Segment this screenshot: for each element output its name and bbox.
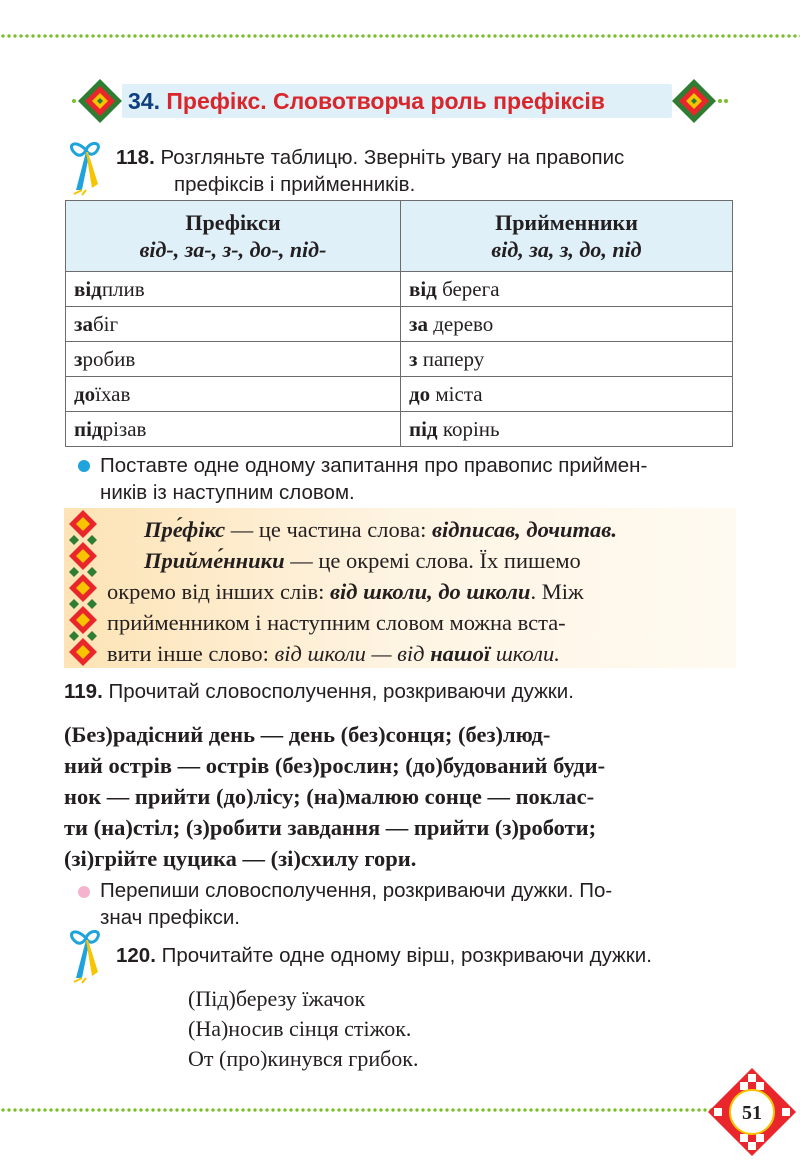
preposition-cell (401, 377, 733, 412)
poem-line: (На)носив сінця стіжок. (188, 1016, 412, 1041)
preposition-cell (401, 272, 733, 307)
pink-bullet-icon (78, 886, 90, 898)
prefix: до (74, 381, 96, 406)
table-row (66, 307, 733, 342)
col-subtitle: від-, за-, з-, до-, під- (139, 237, 327, 262)
rule-text: — це частина слова: (225, 517, 432, 542)
table-row (66, 342, 733, 377)
table-header-prepositions (401, 201, 733, 272)
bottom-ornament-border (0, 1106, 712, 1114)
exercise-number: 119. (64, 680, 103, 703)
rule-line-5 (107, 638, 560, 669)
exercise-120-heading (116, 942, 652, 969)
embroidery-ornament-icon (70, 76, 130, 126)
rule-example: від школи, до школи (329, 579, 531, 604)
prefix: з (74, 346, 83, 371)
word-rest: дерево (427, 311, 494, 336)
section-heading (70, 76, 730, 126)
table-row (66, 272, 733, 307)
rule-line-4: прийменником і наступним словом можна вста- (107, 610, 566, 635)
exercise-instruction: Прочитай словосполучення, розкриваючи дужки. (108, 680, 574, 703)
table-row (66, 412, 733, 447)
table-row (66, 377, 733, 412)
preposition: з (409, 346, 418, 371)
word-rest: міста (430, 381, 483, 406)
col-title: Префікси (185, 210, 281, 235)
top-ornament-border (0, 32, 800, 40)
preposition-cell (401, 307, 733, 342)
prefix-cell (66, 272, 401, 307)
word-rest: корінь (437, 416, 500, 441)
exercise-119-heading (64, 678, 574, 705)
ribbon-tassel-icon (64, 138, 108, 196)
word-rest: біг (92, 311, 119, 336)
task-119-line2: знач префікси. (100, 906, 240, 929)
prefix: за (74, 311, 93, 336)
exercise-118-line2: префіксів і прийменників. (174, 173, 416, 196)
page-number-badge (704, 1064, 800, 1160)
preposition: від (409, 276, 437, 301)
rule-line-3 (107, 576, 584, 607)
rule-line-2 (144, 545, 581, 576)
page-number: 51 (742, 1102, 762, 1124)
exercise-number: 120. (116, 944, 156, 967)
table-header-prefixes (66, 201, 401, 272)
blue-bullet-icon (78, 460, 90, 472)
word-rest: робив (82, 346, 136, 371)
rule-text: окремо від інших слів: (107, 579, 330, 604)
rule-example-bold: нашої (430, 641, 491, 666)
rule-text: — це окремі слова. Їх пишемо (284, 548, 581, 573)
exercise-instruction: Прочитайте одне одному вірш, розкриваючи дужки. (161, 944, 652, 967)
word-rest: берега (436, 276, 500, 301)
prefix-cell (66, 342, 401, 377)
word-rest: плив (101, 276, 145, 301)
ribbon-tassel-icon (64, 926, 108, 984)
rule-line-1 (144, 514, 617, 545)
rule-example: школи. (490, 641, 560, 666)
table-header-row (66, 201, 733, 272)
poem-line: (Під)березу їжачок (188, 986, 366, 1011)
exercise-119-text-line: (Без)радісний день — день (без)сонця; (без)люд- (64, 722, 551, 747)
exercise-number: 118. (116, 146, 155, 169)
rule-box (64, 508, 736, 668)
task-118-line2: ників із наступним словом. (100, 481, 355, 504)
task-119-line1: Перепиши словосполучення, розкриваючи дужки. По- (100, 879, 613, 902)
word-rest: їхав (95, 381, 131, 406)
rule-example: від школи — від (274, 641, 431, 666)
preposition: під (409, 416, 438, 441)
preposition: до (409, 381, 431, 406)
exercise-instruction: Розгляньте таблицю. Зверніть увагу на правопис (160, 146, 625, 169)
prefix-cell (66, 412, 401, 447)
prefix: від (74, 276, 102, 301)
section-title-text: Префікс. Словотворча роль префіксів (166, 88, 605, 114)
task-118-line1: Поставте одне одному запитання про правопис приймен- (100, 454, 648, 477)
col-subtitle: від, за, з, до, під (491, 237, 642, 262)
exercise-119-text-line: (зі)грійте цуцика — (зі)схилу гори. (64, 846, 417, 871)
exercise-119-text-line: ний острів — острів (без)рослин; (до)будований буди- (64, 753, 606, 778)
word-rest: різав (102, 416, 147, 441)
rule-term: Прийме́нники (144, 548, 285, 573)
col-title: Прийменники (495, 210, 638, 235)
exercise-118-line1 (116, 144, 624, 171)
rule-example: відписав, дочитав. (431, 517, 617, 542)
exercise-119-text-line: ти (на)стіл; (з)робити завдання — прийти (з)роботи; (64, 815, 597, 840)
prefix-table (65, 200, 733, 447)
rule-term: Пре́фікс (144, 517, 226, 542)
embroidery-ornament-icon (668, 76, 728, 126)
word-rest: паперу (417, 346, 485, 371)
rule-text: вити інше слово: (107, 641, 275, 666)
poem-line: От (про)кинувся грибок. (188, 1046, 419, 1071)
preposition-cell (401, 412, 733, 447)
preposition-cell (401, 342, 733, 377)
rule-text: . Між (530, 579, 584, 604)
exercise-119-text-line: нок — прийти (до)лісу; (на)малюю сонце — поклас- (64, 784, 595, 809)
section-number: 34. (128, 88, 160, 114)
prefix-cell (66, 377, 401, 412)
prefix-cell (66, 307, 401, 342)
embroidery-border-icon (64, 508, 102, 668)
prefix: під (74, 416, 103, 441)
section-title (128, 84, 605, 118)
preposition: за (409, 311, 428, 336)
